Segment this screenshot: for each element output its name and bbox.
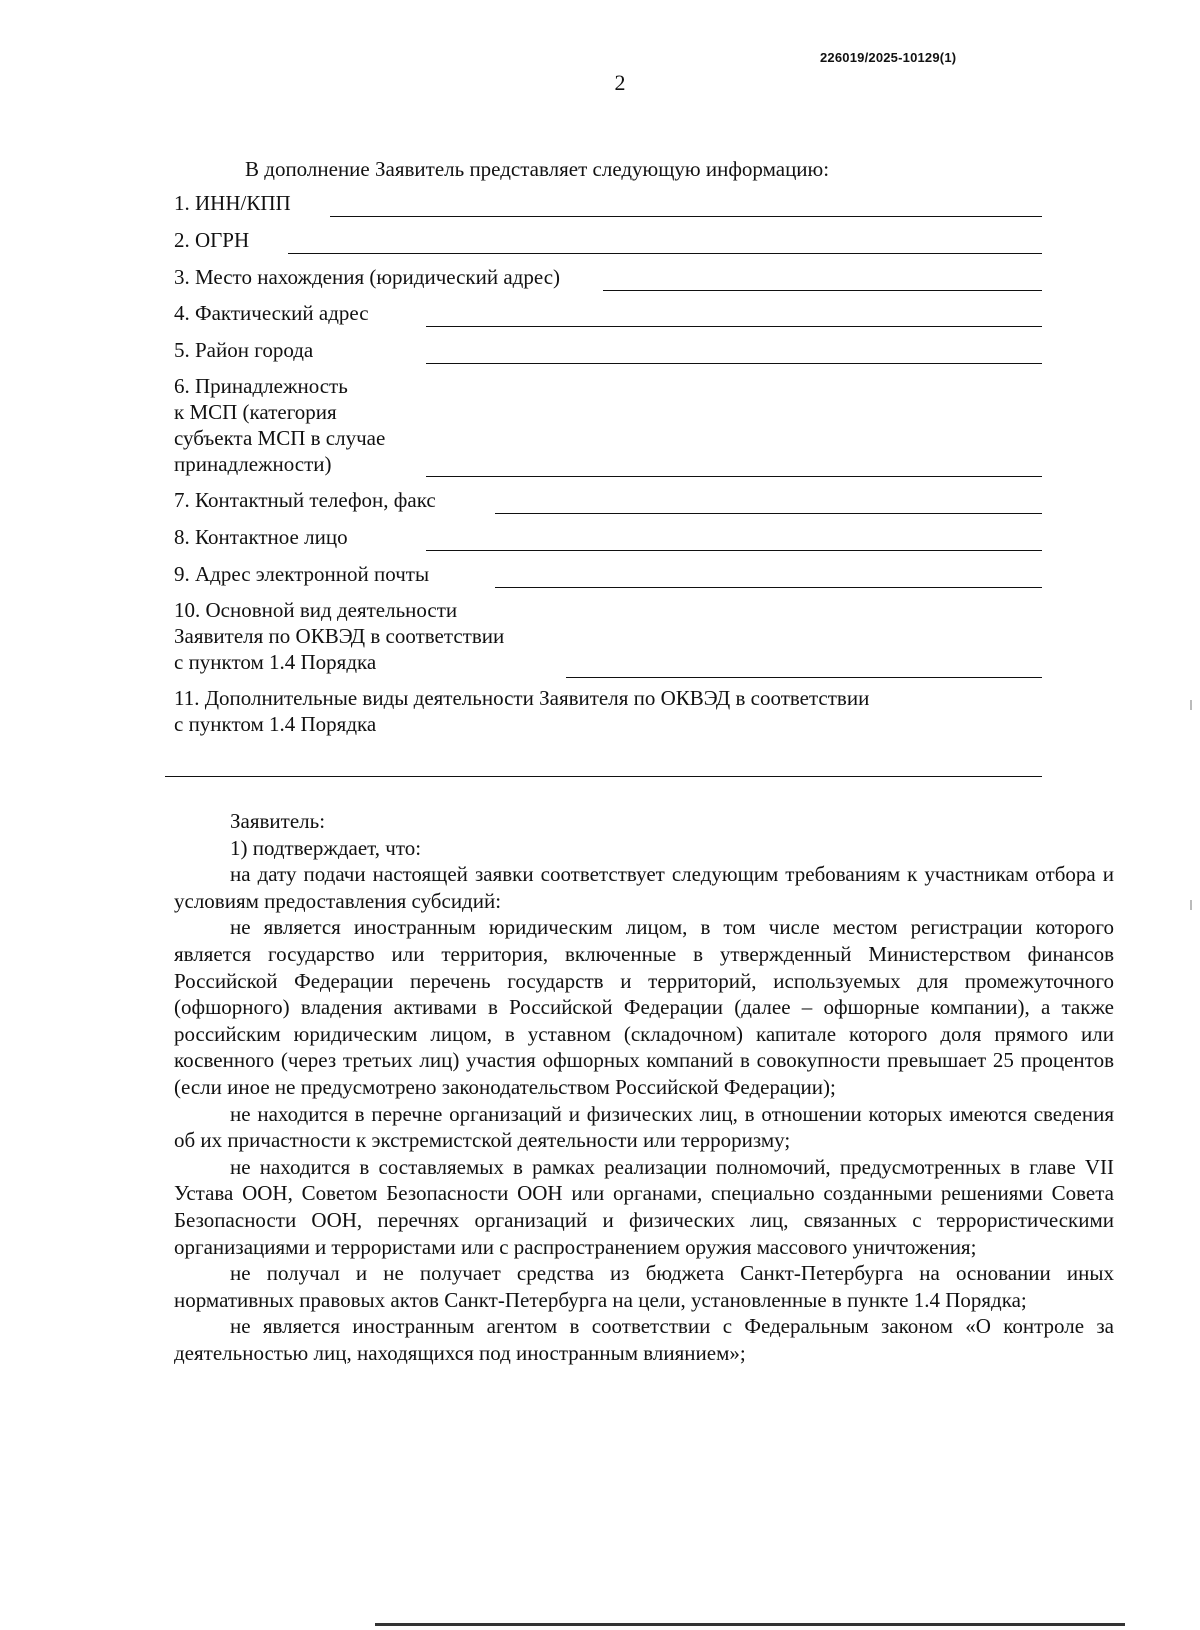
applicant-heading: Заявитель: <box>230 809 326 833</box>
scan-bottom-edge <box>375 1623 1125 1626</box>
field-line-contact-person[interactable] <box>426 550 1042 551</box>
scan-margin-mark <box>1190 900 1192 910</box>
field-label-contact-person: 8. Контактное лицо <box>174 525 348 549</box>
declaration-paragraph: не находится в перечне организаций и физических лиц, в отношении которых имеются сведения об их причастности к экстремистской деятельности или терроризму; <box>174 1101 1114 1153</box>
field-label-email: 9. Адрес электронной почты <box>174 562 430 586</box>
field-label-ogrn: 2. ОГРН <box>174 228 250 252</box>
page-number: 2 <box>614 70 626 95</box>
item1-heading: 1) подтверждает, что: <box>230 835 422 860</box>
field-label-msp-line: 6. Принадлежность <box>174 374 348 398</box>
field-label-msp-line: к МСП (категория <box>174 400 337 424</box>
declaration-paragraph: не получал и не получает средства из бюджета Санкт-Петербурга на основании иных нормативных правовых актов Санкт-Петербурга на цели, установленные в пункте 1.4 Порядка; <box>174 1261 1114 1312</box>
scan-margin-mark <box>1190 700 1192 710</box>
field-label-additional-okved <box>174 685 869 737</box>
field-line-ogrn[interactable] <box>288 253 1042 254</box>
field-label-main-okved-line: с пунктом 1.4 Порядка <box>174 650 377 674</box>
field-line-additional-okved[interactable] <box>165 776 1042 777</box>
field-label-actual-address: 4. Фактический адрес <box>174 301 369 325</box>
field-label-phone-fax: 7. Контактный телефон, факс <box>174 488 436 512</box>
field-label-main-okved-line: Заявителя по ОКВЭД в соответствии <box>174 624 505 648</box>
field-line-msp[interactable] <box>426 476 1042 477</box>
field-line-legal-address[interactable] <box>603 290 1042 291</box>
field-label-msp <box>174 373 385 477</box>
field-label-main-okved <box>174 597 504 675</box>
declaration-paragraph: на дату подачи настоящей заявки соответствует следующим требованиям к участникам отбора и условиям предоставления субсидий: <box>174 862 1114 913</box>
field-line-phone-fax[interactable] <box>495 513 1042 514</box>
field-label-additional-okved-line: 11. Дополнительные виды деятельности Заявителя по ОКВЭД в соответствии <box>174 686 870 710</box>
declaration-paragraph: не является иностранным агентом в соответствии с Федеральным законом «О контроле за деятельностью лиц, находящихся под иностранным влиянием»; <box>174 1314 1114 1365</box>
applicant-declaration <box>174 808 1114 1366</box>
field-label-inn-kpp: 1. ИНН/КПП <box>174 191 291 215</box>
field-label-msp-line: принадлежности) <box>174 452 332 476</box>
intro-text: В дополнение Заявитель представляет следующую информацию: <box>245 157 830 181</box>
field-label-legal-address: 3. Место нахождения (юридический адрес) <box>174 265 561 289</box>
document-id: 226019/2025-10129(1) <box>820 50 957 65</box>
field-line-main-okved[interactable] <box>566 677 1042 678</box>
declaration-paragraph: не находится в составляемых в рамках реализации полномочий, предусмотренных в главе VII Устава ООН, Советом Безопасности ООН или органами, специально созданными решениями Совета Безопасности ООН, перечнях организаций и физических лиц, связанных с террористическими организациями и террористами или с распространением оружия массового уничтожения; <box>174 1154 1114 1259</box>
field-line-email[interactable] <box>495 587 1042 588</box>
field-line-inn-kpp[interactable] <box>330 216 1042 217</box>
field-line-actual-address[interactable] <box>426 326 1042 327</box>
declaration-paragraph: не является иностранным юридическим лицом, в том числе местом регистрации которого является государство или территория, включенные в утвержденный Министерством финансов Российской Федерации перечень государств и территорий, используемых для промежуточного (офшорного) владения активами в Российской Федерации (далее – офшорные компании), а также российским юридическим лицом, в уставном (складочном) капитале которого доля прямого или косвенного (через третьих лиц) участия офшорных компаний в совокупности превышает 25 процентов (если иное не предусмотрено законодательством Российской Федерации); <box>174 915 1114 1099</box>
field-label-msp-line: субъекта МСП в случае <box>174 426 386 450</box>
field-label-additional-okved-line: с пунктом 1.4 Порядка <box>174 712 377 736</box>
field-label-district: 5. Район города <box>174 338 314 362</box>
field-label-main-okved-line: 10. Основной вид деятельности <box>174 598 458 622</box>
field-line-district[interactable] <box>426 363 1042 364</box>
